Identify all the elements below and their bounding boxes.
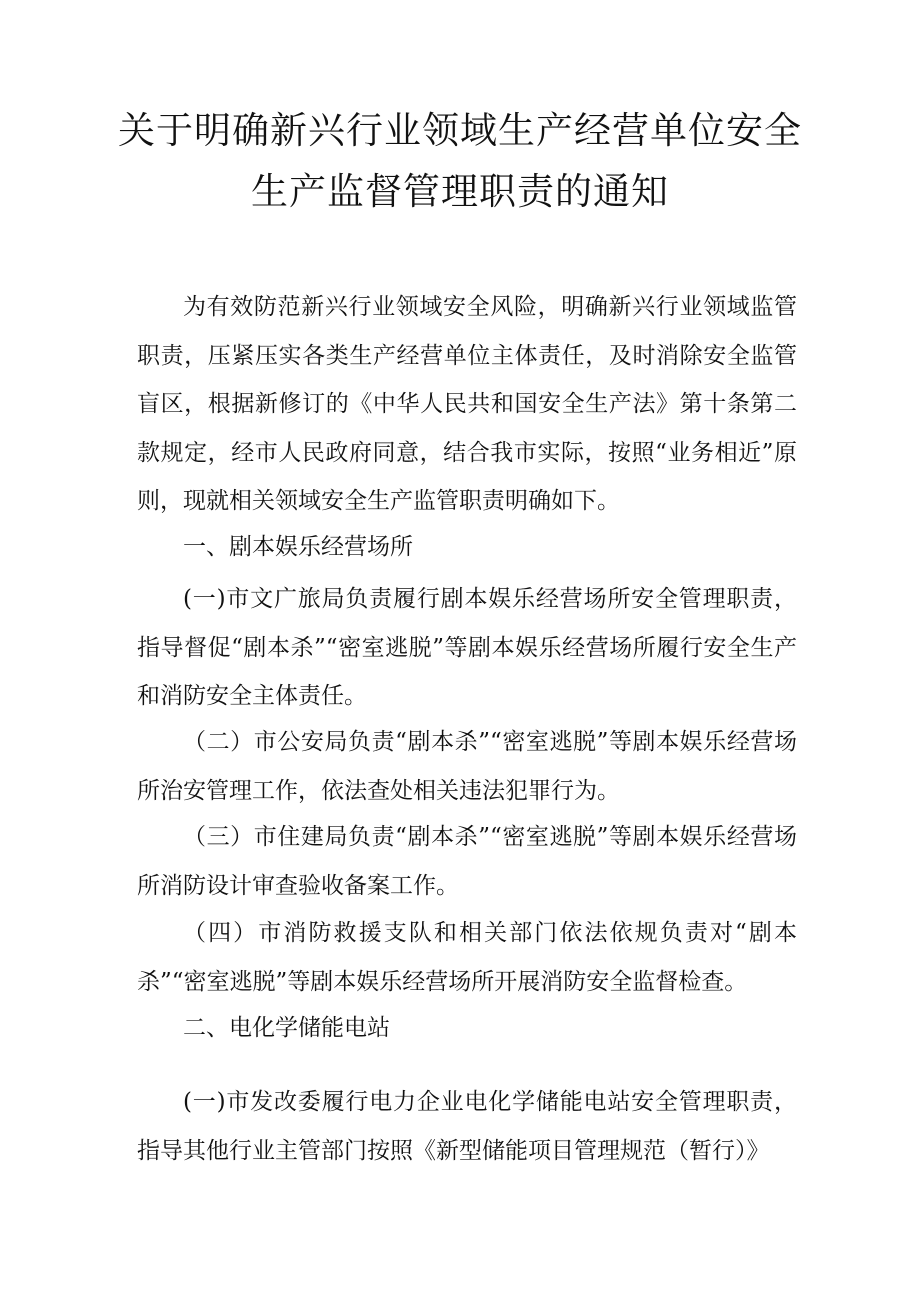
section-heading-2: 二、电化学储能电站 — [183, 1015, 390, 1041]
section-heading-1: 一、剧本娱乐经营场所 — [183, 534, 413, 560]
document-title-line2: 生产监督管理职责的通知 — [251, 170, 669, 213]
section1-item-2: （二）市公安局负责“剧本杀”“密室逃脱”等剧本娱乐经营场所治安管理工作，依法查处相关违法犯罪行为。 — [137, 729, 797, 804]
intro-paragraph: 为有效防范新兴行业领域安全风险，明确新兴行业领域监管职责，压紧压实各类生产经营单位主体责任，及时消除安全监管盲区，根据新修订的《中华人民共和国安全生产法》第十条第二款规定，经市人民政府同意，结合我市实际，按照“业务相近”原则，现就相关领域安全生产监管职责明确如下。 — [137, 294, 797, 515]
section1-item-4: （四）市消防救援支队和相关部门依法依规负责对“剧本杀”“密室逃脱”等剧本娱乐经营场所开展消防安全监督检查。 — [137, 920, 797, 995]
section1-item-1: (一)市文广旅局负责履行剧本娱乐经营场所安全管理职责，指导督促“剧本杀”“密室逃脱”等剧本娱乐经营场所履行安全生产和消防安全主体责任。 — [137, 586, 797, 710]
document-title-line1: 关于明确新兴行业领域生产经营单位安全 — [118, 109, 802, 152]
section1-item-3: （三）市住建局负责“剧本杀”“密室逃脱”等剧本娱乐经营场所消防设计审查验收备案工作。 — [137, 824, 797, 899]
section2-item-1: (一)市发改委履行电力企业电化学储能电站安全管理职责，指导其他行业主管部门按照《新型储能项目管理规范（暂行）》 — [137, 1089, 797, 1164]
